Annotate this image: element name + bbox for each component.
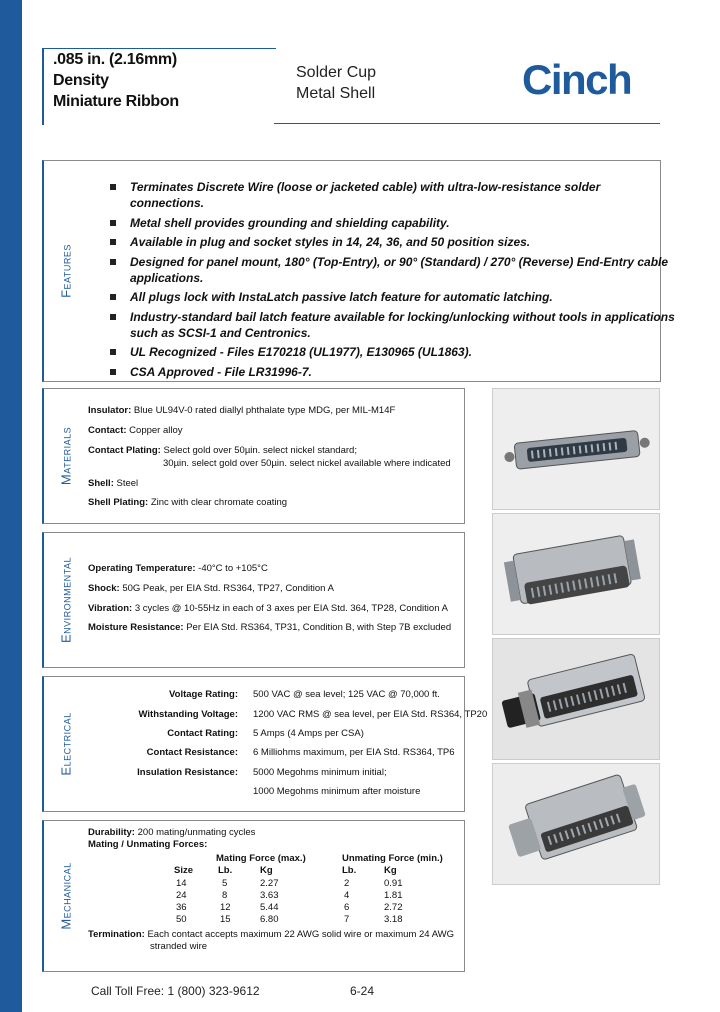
cell-mlb: 15 [220,914,231,925]
contact-plating-row-2: 30µin. select gold over 50µin. select nickel available where indicated [163,458,451,469]
features-section [42,160,675,382]
connector-photo-3 [492,638,660,760]
page-number: 6-24 [350,984,375,998]
insulation-resistance-value: 5000 Megohms minimum initial; [253,767,387,778]
termination-row-2: stranded wire [150,941,208,952]
feature-item: All plugs lock with InstaLatch passive latch feature for automatic latching. [110,289,675,305]
subtitle-line-1: Solder Cup [296,64,377,81]
brand-logo: Cinch [522,56,632,103]
header-rule [274,123,660,124]
insulator-row: Insulator: Blue UL94V-0 rated diallyl phthalate type MDG, per MIL-M14F [88,405,396,416]
connector-photo-2 [492,513,660,635]
contact-rating-value: 5 Amps (4 Amps per CSA) [253,728,364,739]
cell-ulb: 7 [344,914,350,925]
subtitle [296,62,376,104]
contact-plating-row: Contact Plating: Select gold over 50µin. select nickel standard; [88,445,357,456]
cell-ukg: 0.91 [384,878,403,889]
durability-row: Durability: 200 mating/unmating cycles [88,827,256,838]
moisture-row: Moisture Resistance: Per EIA Std. RS364, TP31, Condition B, with Step 7B excluded [88,622,452,633]
col-kg: Kg [260,865,273,876]
contact-rating-label: Contact Rating: [167,728,238,739]
insulation-resistance-label: Insulation Resistance: [137,767,238,778]
cell-mkg: 6.80 [260,914,279,925]
cell-mlb: 5 [222,878,228,889]
title-line-3: Miniature Ribbon [53,93,179,110]
col-lb: Lb. [218,865,233,876]
vibration-row: Vibration: 3 cycles @ 10-55Hz in each of 3 axes per EIA Std. 364, TP28, Condition A [88,603,448,614]
bullet-icon [110,349,116,355]
insulation-resistance-extra: 1000 Megohms minimum after moisture [253,786,421,797]
unmating-header: Unmating Force (min.) [342,853,443,864]
cell-size: 50 [176,914,187,925]
bullet-icon [110,369,116,375]
shell-plating-row: Shell Plating: Zinc with clear chromate coating [88,497,288,508]
connector-photo-1 [492,388,660,510]
feature-item: Designed for panel mount, 180° (Top-Entry), or 90° (Standard) / 270° (Reverse) End-Entry cable applications. [110,254,675,286]
cell-ulb: 6 [344,902,350,913]
footer-phone: Call Toll Free: 1 (800) 323-9612 [91,984,260,998]
title-line-2: Density [53,72,109,89]
cell-ukg: 2.72 [384,902,403,913]
materials-section [42,388,465,524]
bullet-icon [110,259,116,265]
environmental-label: Environmental [58,556,74,644]
bullet-icon [110,314,116,320]
cell-ukg: 3.18 [384,914,403,925]
col-kg-2: Kg [384,865,397,876]
title-block [42,48,276,125]
mechanical-section [42,820,465,972]
withstanding-voltage-value: 1200 VAC RMS @ sea level, per EIA Std. RS364, TP20 [253,709,488,720]
contact-resistance-label: Contact Resistance: [146,747,238,758]
voltage-rating-value: 500 VAC @ sea level; 125 VAC @ 70,000 ft. [253,689,440,700]
environmental-section [42,532,465,668]
subtitle-line-2: Metal Shell [296,85,376,102]
bullet-icon [110,220,116,226]
feature-item: Metal shell provides grounding and shielding capability. [110,215,675,231]
cell-ulb: 4 [344,890,350,901]
shell-row: Shell: Steel [88,478,139,489]
left-color-band [0,0,22,1012]
mating-header: Mating Force (max.) [216,853,306,864]
cell-size: 24 [176,890,187,901]
cell-mkg: 2.27 [260,878,279,889]
title-line-1: .085 in. (2.16mm) [53,51,177,68]
features-list [110,179,675,383]
contact-resistance-value: 6 Milliohms maximum, per EIA Std. RS364, TP6 [253,747,455,758]
mechanical-label: Mechanical [58,862,74,930]
col-lb-2: Lb. [342,865,357,876]
feature-item: Available in plug and socket styles in 14, 24, 36, and 50 position sizes. [110,234,675,250]
features-label: Features [58,244,74,298]
cell-size: 14 [176,878,187,889]
feature-item: CSA Approved - File LR31996-7. [110,364,675,380]
cell-mkg: 5.44 [260,902,279,913]
cell-mkg: 3.63 [260,890,279,901]
cell-mlb: 8 [222,890,228,901]
connector-photo-4 [492,763,660,885]
feature-item: Industry-standard bail latch feature available for locking/unlocking without tools in applications such as SCSI-1 and Centronics. [110,309,675,341]
bullet-icon [110,239,116,245]
contact-row: Contact: Copper alloy [88,425,183,436]
materials-label: Materials [58,426,74,486]
bullet-icon [110,184,116,190]
withstanding-voltage-label: Withstanding Voltage: [138,709,238,720]
electrical-section [42,676,488,812]
cell-mlb: 12 [220,902,231,913]
col-size: Size [174,865,194,876]
cell-size: 36 [176,902,187,913]
cell-ukg: 1.81 [384,890,403,901]
cell-ulb: 2 [344,878,350,889]
bullet-icon [110,294,116,300]
temperature-row: Operating Temperature: -40°C to +105°C [88,563,268,574]
shock-row: Shock: 50G Peak, per EIA Std. RS364, TP27, Condition A [88,583,334,594]
forces-label: Mating / Unmating Forces: [88,839,208,850]
page-title [53,49,179,112]
feature-item: Terminates Discrete Wire (loose or jacketed cable) with ultra-low-resistance solder connections. [110,179,675,211]
termination-row: Termination: Each contact accepts maximum 22 AWG solid wire or maximum 24 AWG [88,929,455,940]
electrical-label: Electrical [58,712,74,776]
feature-item: UL Recognized - Files E170218 (UL1977), E130965 (UL1863). [110,344,675,360]
voltage-rating-label: Voltage Rating: [169,689,238,700]
